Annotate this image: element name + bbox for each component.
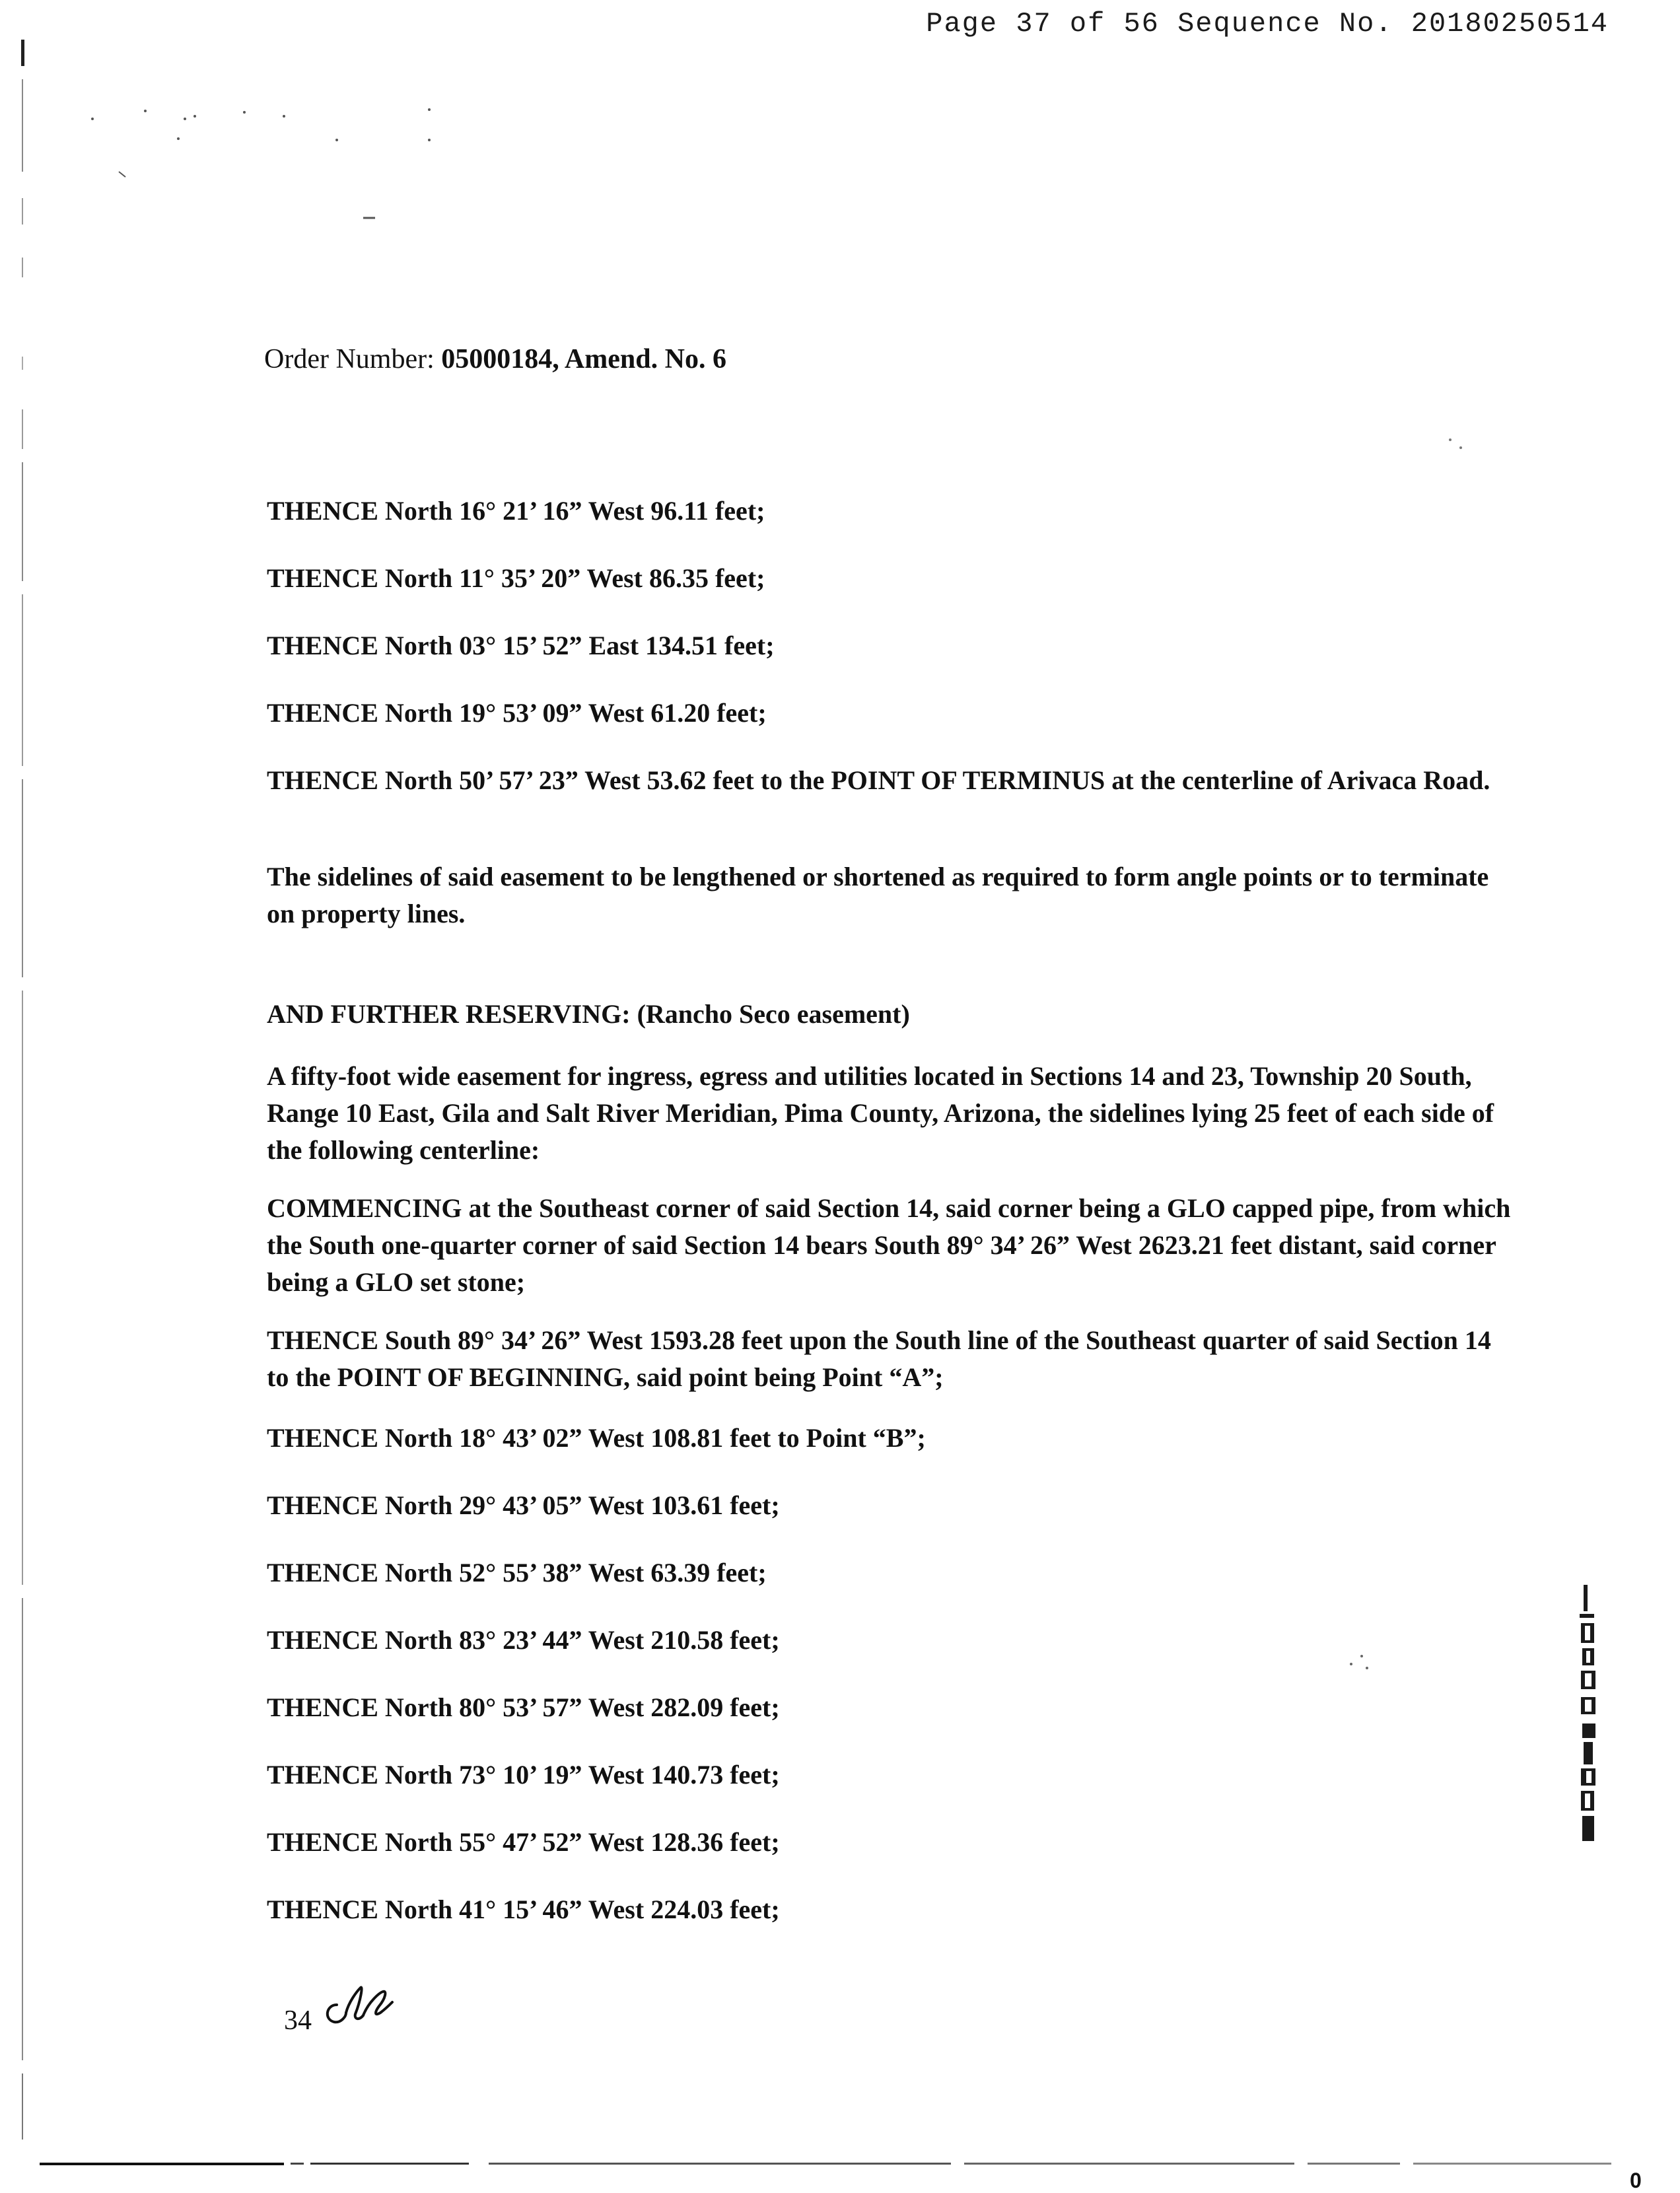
order-number-value: 05000184, Amend. No. 6 [441,344,726,374]
course-line: THENCE North 18° 43’ 02” West 108.81 feet to Point “B”; [267,1423,926,1453]
course-line: THENCE North 41° 15’ 46” West 224.03 feet; [267,1895,780,1924]
commencing-paragraph: COMMENCING at the Southeast corner of said Section 14, said corner being a GLO capped pipe, from which the South one-quarter corner of said Section 14 bears South 89° 34’ 26” West 2623.21 feet distant, said corner being a GLO set stone; [267,1193,1511,1297]
sidelines-paragraph: The sidelines of said easement to be lengthened or shortened as required to form angle points or to terminate on property lines. [267,862,1489,928]
course-line: THENCE North 73° 10’ 19” West 140.73 feet; [267,1760,780,1790]
course-line: THENCE North 19° 53’ 09” West 61.20 feet; [267,698,767,728]
order-number-line [264,343,726,375]
reserving-heading: AND FURTHER RESERVING: (Rancho Seco easement) [267,999,910,1029]
received-stamp-mark [1572,1585,1611,1849]
order-number-label: Order Number: [264,344,435,374]
scan-specks [1446,436,1473,456]
easement-description: A fifty-foot wide easement for ingress, egress and utilities located in Sections 14 and 23, Township 20 South, Range 10 East, Gila and Salt River Meridian, Pima County, Arizona, the sidelines lying 25 feet of each side of the following centerline: [267,1061,1494,1165]
course-line: THENCE North 03° 15’ 52” East 134.51 feet; [267,631,775,660]
course-line: THENCE North 83° 23’ 44” West 210.58 feet; [267,1625,780,1655]
corner-mark: 0 [1630,2169,1642,2192]
scan-margin-artifact [18,40,28,2140]
scan-bottom-edge [40,2161,1625,2167]
point-of-beginning-paragraph: THENCE South 89° 34’ 26” West 1593.28 feet upon the South line of the Southeast quarter of said Section 14 to the POINT OF BEGINNING, said point being Point “A”; [267,1325,1491,1392]
scan-specks [86,99,456,244]
course-line-terminus: THENCE North 50’ 57’ 23” West 53.62 feet to the POINT OF TERMINUS at the centerline of Arivaca Road. [267,765,1490,795]
page-number: 34 [284,2005,312,2036]
handwritten-initials-signature [322,1978,395,2038]
course-line: THENCE North 16° 21’ 16” West 96.11 feet; [267,496,765,526]
course-line: THENCE North 55° 47’ 52” West 128.36 feet; [267,1827,780,1857]
course-line: THENCE North 80° 53’ 57” West 282.09 feet; [267,1692,780,1722]
page-sequence-stamp: Page 37 of 56 Sequence No. 20180250514 [926,8,1609,40]
scan-specks [1347,1651,1374,1677]
course-line: THENCE North 11° 35’ 20” West 86.35 feet; [267,563,765,593]
course-line: THENCE North 52° 55’ 38” West 63.39 feet; [267,1558,767,1587]
course-line: THENCE North 29° 43’ 05” West 103.61 feet; [267,1490,780,1520]
